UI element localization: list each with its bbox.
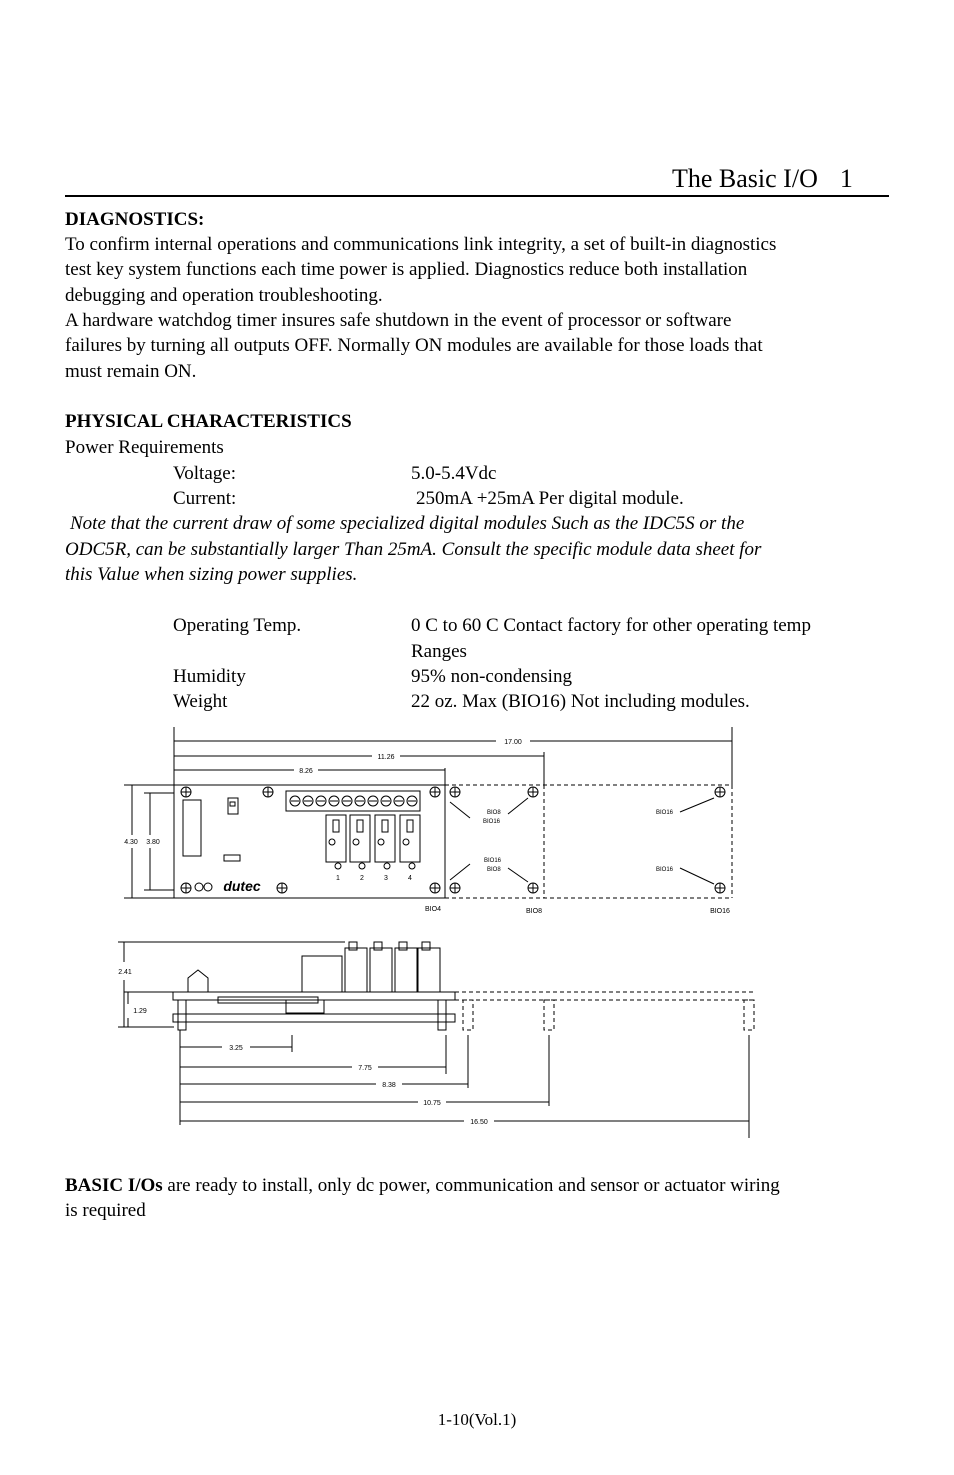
basic-ios-line <box>65 1173 780 1198</box>
callout-bio16: BIO16 <box>483 819 501 825</box>
io-modules <box>326 815 420 869</box>
dim-16-50: 16.50 <box>470 1119 488 1126</box>
label-bio4: BIO4 <box>425 906 441 913</box>
weight-value: 22 oz. Max (BIO16) Not including modules. <box>411 691 750 712</box>
header-chapter: 1 <box>839 164 853 193</box>
callout-bio8: BIO8 <box>487 810 501 816</box>
dim-11-26: 11.26 <box>377 754 395 761</box>
label-bio16: BIO16 <box>710 908 730 915</box>
side-profile <box>173 942 455 1030</box>
dim-7-75: 7.75 <box>358 1065 372 1072</box>
temp-label: Operating Temp. <box>173 615 302 636</box>
header-rule <box>65 195 889 197</box>
dutec-logo: dutec <box>223 878 261 894</box>
temp-value: 0 C to 60 C Contact factory for other operating temp <box>411 615 811 636</box>
diagnostics-heading: DIAGNOSTICS: <box>65 209 205 230</box>
callout-bio8: BIO8 <box>487 867 501 873</box>
power-requirements-label: Power Requirements <box>65 437 224 458</box>
physical-heading: PHYSICAL CHARACTERISTICS <box>65 411 352 432</box>
terminal-screws <box>290 796 417 806</box>
humidity-label: Humidity <box>173 666 246 687</box>
dim-3-80: 3.80 <box>146 839 160 846</box>
humidity-value: 95% non-condensing <box>411 666 572 687</box>
expansion-holes <box>450 787 725 893</box>
temp-value-continued: Ranges <box>411 641 467 662</box>
dim-4-30: 4.30 <box>124 839 138 846</box>
expansion-outline <box>445 785 732 898</box>
diagnostics-line: debugging and operation troubleshooting. <box>65 285 383 306</box>
dim-1-29: 1.29 <box>133 1008 147 1015</box>
basic-ios-line2: is required <box>65 1200 146 1221</box>
basic-ios-lead: BASIC I/Os <box>65 1175 163 1196</box>
diagnostics-line: To confirm internal operations and communications link integrity, a set of built-in diagnostics <box>65 234 777 255</box>
diagnostics-line: failures by turning all outputs OFF. Normally ON modules are available for those loads that <box>65 335 763 356</box>
note-line: Note that the current draw of some specialized digital modules Such as the IDC5S or the <box>70 513 745 534</box>
diagnostics-line: test key system functions each time power is applied. Diagnostics reduce both installation <box>65 259 748 280</box>
diagnostics-line: A hardware watchdog timer insures safe shutdown in the event of processor or software <box>65 310 732 331</box>
basic-ios-text: are ready to install, only dc power, communication and sensor or actuator wiring <box>162 1175 780 1196</box>
module-number: 4 <box>408 875 412 882</box>
callout-bio16: BIO16 <box>656 810 674 816</box>
module-number: 3 <box>384 875 388 882</box>
module-number: 1 <box>336 875 340 882</box>
dimension-drawing <box>0 720 954 1150</box>
module-number: 2 <box>360 875 364 882</box>
weight-label: Weight <box>173 691 228 712</box>
voltage-value: 5.0-5.4Vdc <box>411 463 497 484</box>
note-line: ODC5R, can be substantially larger Than 25mA. Consult the specific module data sheet for <box>65 539 762 560</box>
callout-bio16: BIO16 <box>484 858 502 864</box>
mounting-holes <box>181 787 440 893</box>
page-header <box>672 164 853 194</box>
note-line: this Value when sizing power supplies. <box>65 564 358 585</box>
dim-17-00: 17.00 <box>504 739 522 746</box>
dim-8-26: 8.26 <box>299 768 313 775</box>
current-label: Current: <box>173 488 237 509</box>
voltage-label: Voltage: <box>173 463 236 484</box>
current-value: 250mA +25mA Per digital module. <box>416 488 684 509</box>
page-number: 1-10(Vol.1) <box>437 1410 517 1429</box>
dim-3-25: 3.25 <box>229 1045 243 1052</box>
dim-2-41: 2.41 <box>118 969 132 976</box>
side-expansion <box>455 992 756 1030</box>
callout-bio16: BIO16 <box>656 867 674 873</box>
header-title: The Basic I/O <box>672 164 818 193</box>
dim-8-38: 8.38 <box>382 1082 396 1089</box>
dim-10-75: 10.75 <box>423 1100 441 1107</box>
label-bio8: BIO8 <box>526 908 542 915</box>
diagnostics-line: must remain ON. <box>65 361 197 382</box>
